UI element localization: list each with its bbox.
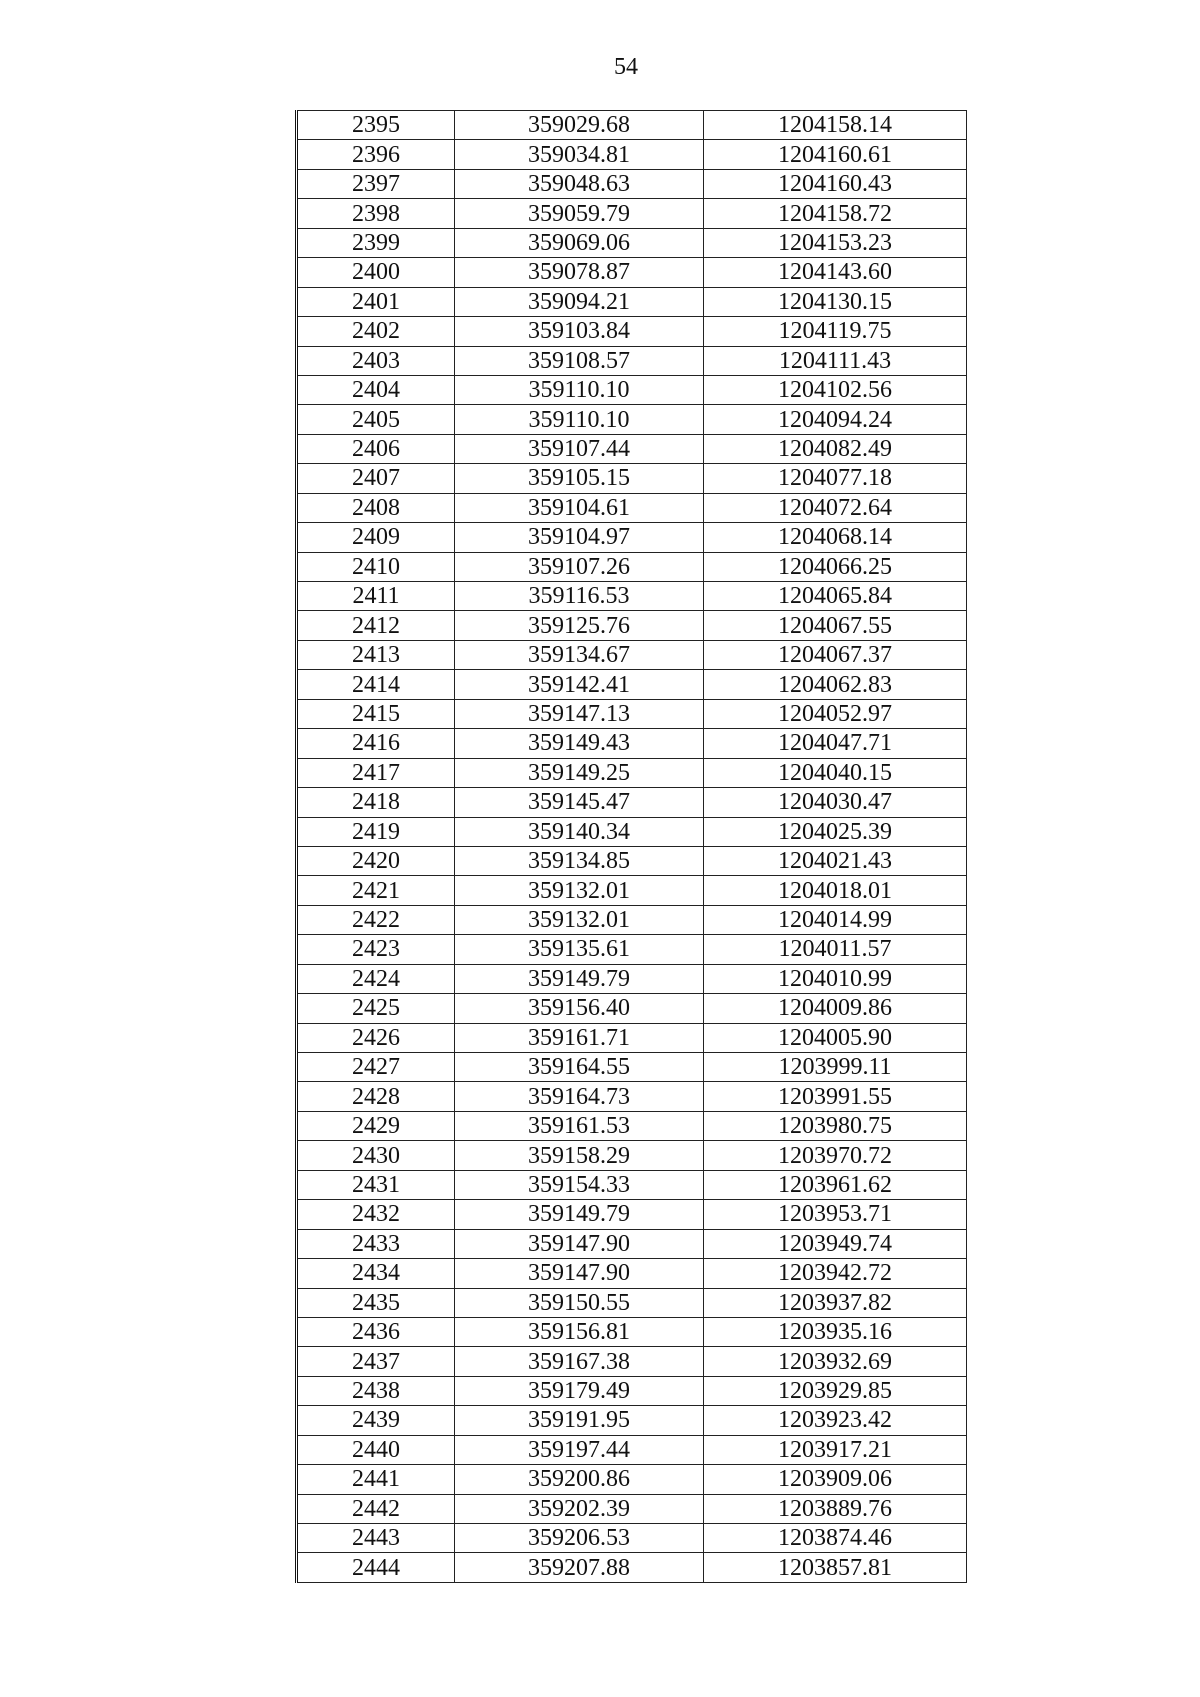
y-coordinate-cell: 1204005.90 [704,1023,967,1052]
y-coordinate-cell: 1204018.01 [704,876,967,905]
x-coordinate-cell: 359110.10 [455,405,704,434]
y-coordinate-cell: 1204153.23 [704,228,967,257]
y-coordinate-cell: 1204047.71 [704,729,967,758]
y-coordinate-cell: 1204065.84 [704,582,967,611]
point-number-cell: 2416 [297,729,455,758]
point-number-cell: 2395 [297,111,455,140]
point-number-cell: 2419 [297,817,455,846]
y-coordinate-cell: 1204040.15 [704,758,967,787]
x-coordinate-cell: 359094.21 [455,287,704,316]
x-coordinate-cell: 359197.44 [455,1435,704,1464]
y-coordinate-cell: 1204052.97 [704,699,967,728]
point-number-cell: 2427 [297,1053,455,1082]
point-number-cell: 2433 [297,1229,455,1258]
point-number-cell: 2413 [297,640,455,669]
point-number-cell: 2428 [297,1082,455,1111]
y-coordinate-cell: 1203857.81 [704,1553,967,1582]
table-row [297,434,967,463]
x-coordinate-cell: 359149.43 [455,729,704,758]
y-coordinate-cell: 1204067.55 [704,611,967,640]
y-coordinate-cell: 1203923.42 [704,1406,967,1435]
x-coordinate-cell: 359140.34 [455,817,704,846]
y-coordinate-cell: 1203980.75 [704,1111,967,1140]
table-row [297,287,967,316]
point-number-cell: 2435 [297,1288,455,1317]
x-coordinate-cell: 359069.06 [455,228,704,257]
table-row [297,1200,967,1229]
table-row [297,405,967,434]
y-coordinate-cell: 1204030.47 [704,788,967,817]
point-number-cell: 2423 [297,935,455,964]
x-coordinate-cell: 359149.79 [455,1200,704,1229]
point-number-cell: 2405 [297,405,455,434]
point-number-cell: 2440 [297,1435,455,1464]
y-coordinate-cell: 1204010.99 [704,964,967,993]
x-coordinate-cell: 359191.95 [455,1406,704,1435]
y-coordinate-cell: 1203932.69 [704,1347,967,1376]
y-coordinate-cell: 1203935.16 [704,1317,967,1346]
table-row [297,611,967,640]
point-number-cell: 2443 [297,1524,455,1553]
point-number-cell: 2426 [297,1023,455,1052]
x-coordinate-cell: 359147.90 [455,1229,704,1258]
point-number-cell: 2404 [297,375,455,404]
table-row [297,228,967,257]
y-coordinate-cell: 1204082.49 [704,434,967,463]
y-coordinate-cell: 1204111.43 [704,346,967,375]
table-row [297,846,967,875]
y-coordinate-cell: 1204011.57 [704,935,967,964]
table-row [297,905,967,934]
point-number-cell: 2397 [297,169,455,198]
table-row [297,582,967,611]
y-coordinate-cell: 1204068.14 [704,523,967,552]
x-coordinate-cell: 359156.40 [455,994,704,1023]
x-coordinate-cell: 359116.53 [455,582,704,611]
x-coordinate-cell: 359142.41 [455,670,704,699]
x-coordinate-cell: 359107.26 [455,552,704,581]
table-row [297,1494,967,1523]
point-number-cell: 2410 [297,552,455,581]
x-coordinate-cell: 359034.81 [455,140,704,169]
table-row [297,1053,967,1082]
y-coordinate-cell: 1203949.74 [704,1229,967,1258]
table-row [297,140,967,169]
x-coordinate-cell: 359107.44 [455,434,704,463]
table-row [297,1435,967,1464]
y-coordinate-cell: 1203970.72 [704,1141,967,1170]
table-row [297,1082,967,1111]
x-coordinate-cell: 359179.49 [455,1376,704,1405]
y-coordinate-cell: 1204066.25 [704,552,967,581]
table-row [297,1259,967,1288]
table-row [297,317,967,346]
point-number-cell: 2414 [297,670,455,699]
y-coordinate-cell: 1204077.18 [704,464,967,493]
x-coordinate-cell: 359158.29 [455,1141,704,1170]
table-row [297,258,967,287]
table-row [297,1465,967,1494]
y-coordinate-cell: 1204143.60 [704,258,967,287]
y-coordinate-cell: 1203929.85 [704,1376,967,1405]
x-coordinate-cell: 359145.47 [455,788,704,817]
y-coordinate-cell: 1203999.11 [704,1053,967,1082]
point-number-cell: 2430 [297,1141,455,1170]
table-row [297,1288,967,1317]
y-coordinate-cell: 1204119.75 [704,317,967,346]
table-row [297,876,967,905]
x-coordinate-cell: 359135.61 [455,935,704,964]
x-coordinate-cell: 359078.87 [455,258,704,287]
y-coordinate-cell: 1203953.71 [704,1200,967,1229]
y-coordinate-cell: 1204062.83 [704,670,967,699]
x-coordinate-cell: 359156.81 [455,1317,704,1346]
x-coordinate-cell: 359132.01 [455,876,704,905]
point-number-cell: 2400 [297,258,455,287]
x-coordinate-cell: 359154.33 [455,1170,704,1199]
table-row [297,169,967,198]
y-coordinate-cell: 1204072.64 [704,493,967,522]
point-number-cell: 2411 [297,582,455,611]
table-row [297,493,967,522]
x-coordinate-cell: 359149.79 [455,964,704,993]
point-number-cell: 2438 [297,1376,455,1405]
point-number-cell: 2409 [297,523,455,552]
table-row [297,552,967,581]
x-coordinate-cell: 359161.71 [455,1023,704,1052]
x-coordinate-cell: 359104.97 [455,523,704,552]
x-coordinate-cell: 359161.53 [455,1111,704,1140]
x-coordinate-cell: 359134.67 [455,640,704,669]
page-number: 54 [614,54,638,80]
point-number-cell: 2425 [297,994,455,1023]
x-coordinate-cell: 359103.84 [455,317,704,346]
table-row [297,1376,967,1405]
y-coordinate-cell: 1203942.72 [704,1259,967,1288]
coordinates-table [295,110,967,1583]
table-row [297,1406,967,1435]
table-row [297,199,967,228]
table-row [297,935,967,964]
point-number-cell: 2407 [297,464,455,493]
table-row [297,1553,967,1582]
point-number-cell: 2412 [297,611,455,640]
x-coordinate-cell: 359202.39 [455,1494,704,1523]
x-coordinate-cell: 359164.73 [455,1082,704,1111]
y-coordinate-cell: 1204160.61 [704,140,967,169]
x-coordinate-cell: 359147.13 [455,699,704,728]
table-row [297,788,967,817]
point-number-cell: 2437 [297,1347,455,1376]
table-row [297,1111,967,1140]
table-row [297,699,967,728]
x-coordinate-cell: 359104.61 [455,493,704,522]
point-number-cell: 2424 [297,964,455,993]
point-number-cell: 2421 [297,876,455,905]
point-number-cell: 2403 [297,346,455,375]
table-row [297,1023,967,1052]
table-row [297,1524,967,1553]
point-number-cell: 2398 [297,199,455,228]
table-row [297,817,967,846]
y-coordinate-cell: 1203889.76 [704,1494,967,1523]
point-number-cell: 2408 [297,493,455,522]
x-coordinate-cell: 359150.55 [455,1288,704,1317]
point-number-cell: 2436 [297,1317,455,1346]
y-coordinate-cell: 1204067.37 [704,640,967,669]
table-row [297,640,967,669]
x-coordinate-cell: 359206.53 [455,1524,704,1553]
table-row [297,994,967,1023]
y-coordinate-cell: 1203961.62 [704,1170,967,1199]
point-number-cell: 2429 [297,1111,455,1140]
x-coordinate-cell: 359048.63 [455,169,704,198]
y-coordinate-cell: 1203917.21 [704,1435,967,1464]
x-coordinate-cell: 359134.85 [455,846,704,875]
point-number-cell: 2399 [297,228,455,257]
point-number-cell: 2415 [297,699,455,728]
point-number-cell: 2420 [297,846,455,875]
x-coordinate-cell: 359200.86 [455,1465,704,1494]
table-row [297,346,967,375]
y-coordinate-cell: 1204021.43 [704,846,967,875]
table-row [297,758,967,787]
y-coordinate-cell: 1204130.15 [704,287,967,316]
y-coordinate-cell: 1203991.55 [704,1082,967,1111]
x-coordinate-cell: 359132.01 [455,905,704,934]
table-row [297,729,967,758]
table-row [297,670,967,699]
point-number-cell: 2432 [297,1200,455,1229]
x-coordinate-cell: 359029.68 [455,111,704,140]
point-number-cell: 2434 [297,1259,455,1288]
y-coordinate-cell: 1204102.56 [704,375,967,404]
point-number-cell: 2444 [297,1553,455,1582]
y-coordinate-cell: 1204009.86 [704,994,967,1023]
y-coordinate-cell: 1204014.99 [704,905,967,934]
y-coordinate-cell: 1204025.39 [704,817,967,846]
table-row [297,1229,967,1258]
point-number-cell: 2439 [297,1406,455,1435]
table-row [297,1317,967,1346]
point-number-cell: 2396 [297,140,455,169]
point-number-cell: 2402 [297,317,455,346]
table-row [297,375,967,404]
y-coordinate-cell: 1204160.43 [704,169,967,198]
point-number-cell: 2401 [297,287,455,316]
coordinates-table-body [297,111,967,1583]
point-number-cell: 2431 [297,1170,455,1199]
x-coordinate-cell: 359059.79 [455,199,704,228]
table-row [297,464,967,493]
point-number-cell: 2441 [297,1465,455,1494]
table-row [297,111,967,140]
x-coordinate-cell: 359110.10 [455,375,704,404]
y-coordinate-cell: 1204158.72 [704,199,967,228]
x-coordinate-cell: 359125.76 [455,611,704,640]
point-number-cell: 2417 [297,758,455,787]
y-coordinate-cell: 1204094.24 [704,405,967,434]
table-row [297,1141,967,1170]
y-coordinate-cell: 1203874.46 [704,1524,967,1553]
table-row [297,523,967,552]
y-coordinate-cell: 1204158.14 [704,111,967,140]
point-number-cell: 2418 [297,788,455,817]
table-row [297,964,967,993]
x-coordinate-cell: 359105.15 [455,464,704,493]
x-coordinate-cell: 359149.25 [455,758,704,787]
table-row [297,1170,967,1199]
y-coordinate-cell: 1203937.82 [704,1288,967,1317]
point-number-cell: 2442 [297,1494,455,1523]
x-coordinate-cell: 359164.55 [455,1053,704,1082]
x-coordinate-cell: 359108.57 [455,346,704,375]
point-number-cell: 2406 [297,434,455,463]
table-row [297,1347,967,1376]
y-coordinate-cell: 1203909.06 [704,1465,967,1494]
x-coordinate-cell: 359167.38 [455,1347,704,1376]
x-coordinate-cell: 359147.90 [455,1259,704,1288]
x-coordinate-cell: 359207.88 [455,1553,704,1582]
point-number-cell: 2422 [297,905,455,934]
